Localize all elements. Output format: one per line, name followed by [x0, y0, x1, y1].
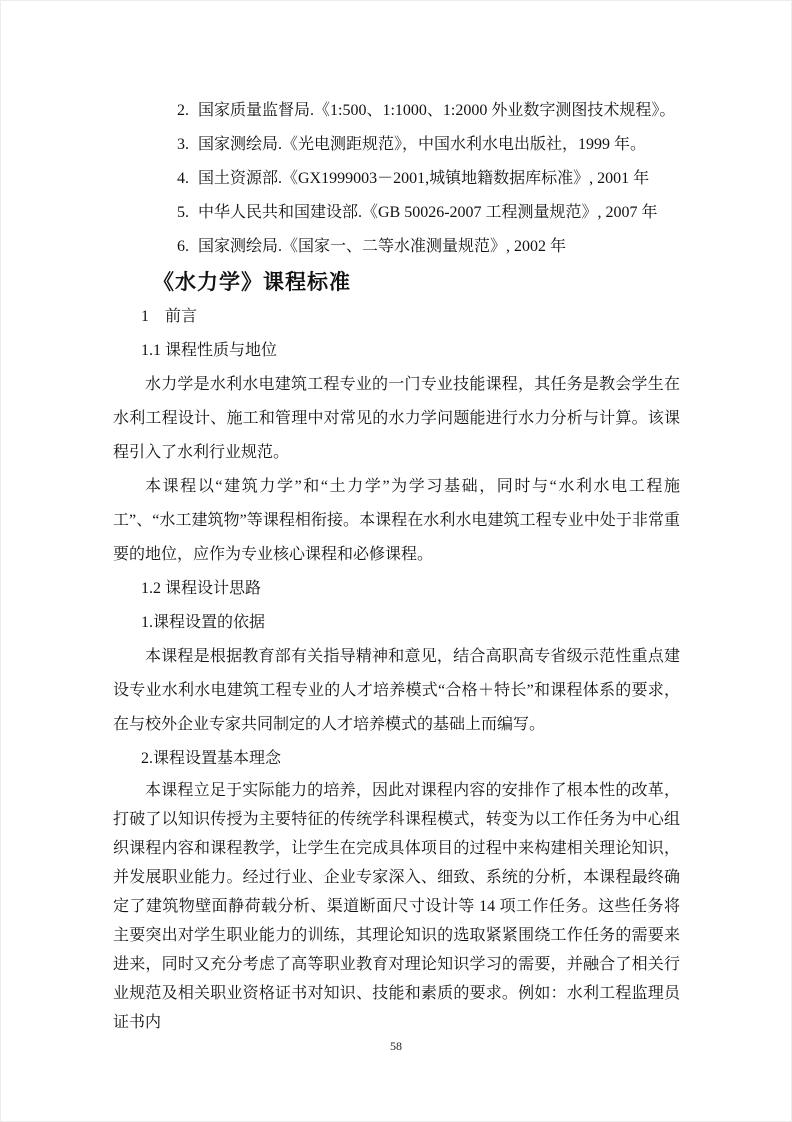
heading-course-design: 1.2 课程设计思路	[141, 580, 262, 597]
subheading-basic-concept: 2.课程设置基本理念	[141, 750, 282, 767]
reference-text: 国家测绘局.《国家一、二等水准测量规范》, 2002 年	[198, 238, 567, 255]
reference-text: 国家测绘局.《光电测距规范》，中国水利水电出版社，1999 年。	[198, 136, 647, 153]
paragraph-basic-concept: 本课程立足于实际能力的培养，因此对课程内容的安排作了根本性的改革，打破了以知识传授为主要特征的传统学科课程模式，转变为以工作任务为中心组织课程内容和课程教学，让学生在完成具体项目的过程中来构建相关理论知识，并发展职业能力。经过行业、企业专家深入、细致、系统的分析，本课程最终确定了建筑物壁面静荷载分析、渠道断面尺寸设计等 14 项工作任务。这些任务将主要突出对学生职业能力的训练，其理论知识的选取紧紧围绕工作任务的需要来进来，同时又充分考虑了高等职业教育对理论知识学习的需要，并融合了相关行业规范及相关职业资格证书对知识、技能和素质的要求。例如：水利工程监理员证书内	[113, 782, 680, 1031]
reference-marker: 5.	[177, 204, 189, 221]
reference-item-2	[113, 94, 680, 128]
reference-list	[113, 94, 680, 264]
subheading-course-setup-basis: 1.课程设置的依据	[141, 614, 266, 631]
chapter-title: 《水力学》课程标准	[153, 270, 351, 294]
reference-marker: 4.	[177, 170, 189, 187]
reference-text: 国家质量监督局.《1:500、1:1000、1:2000 外业数字测图技术规程》。	[198, 102, 676, 119]
reference-marker: 3.	[177, 136, 189, 153]
reference-item-6	[113, 230, 680, 264]
reference-item-4	[113, 162, 680, 196]
page-number: 58	[390, 1039, 402, 1053]
reference-text: 国土资源部.《GX1999003－2001,城镇地籍数据库标准》, 2001 年	[198, 170, 650, 187]
reference-text: 中华人民共和国建设部.《GB 50026-2007 工程测量规范》, 2007 年	[198, 204, 658, 221]
heading-foreword: 1 前言	[141, 308, 198, 325]
paragraph-course-setup-basis: 本课程是根据教育部有关指导精神和意见，结合高职高专省级示范性重点建设专业水利水电建筑工程专业的人才培养模式“合格＋特长”和课程体系的要求，在与校外企业专家共同制定的人才培养模式的基础上而编写。	[113, 648, 680, 733]
reference-item-3	[113, 128, 680, 162]
reference-marker: 2.	[177, 102, 189, 119]
paragraph-course-nature-2: 本课程以“建筑力学”和“土力学”为学习基础，同时与“水利水电工程施工”、“水工建筑物”等课程相衔接。本课程在水利水电建筑工程专业中处于非常重要的地位，应作为专业核心课程和必修课程。	[113, 478, 680, 563]
paragraph-course-nature-1: 水力学是水利水电建筑工程专业的一门专业技能课程，其任务是教会学生在水利工程设计、施工和管理中对常见的水力学问题能进行水力分析与计算。该课程引入了水利行业规范。	[113, 376, 680, 461]
reference-item-5	[113, 196, 680, 230]
heading-course-nature: 1.1 课程性质与地位	[141, 342, 278, 359]
reference-marker: 6.	[177, 238, 189, 255]
